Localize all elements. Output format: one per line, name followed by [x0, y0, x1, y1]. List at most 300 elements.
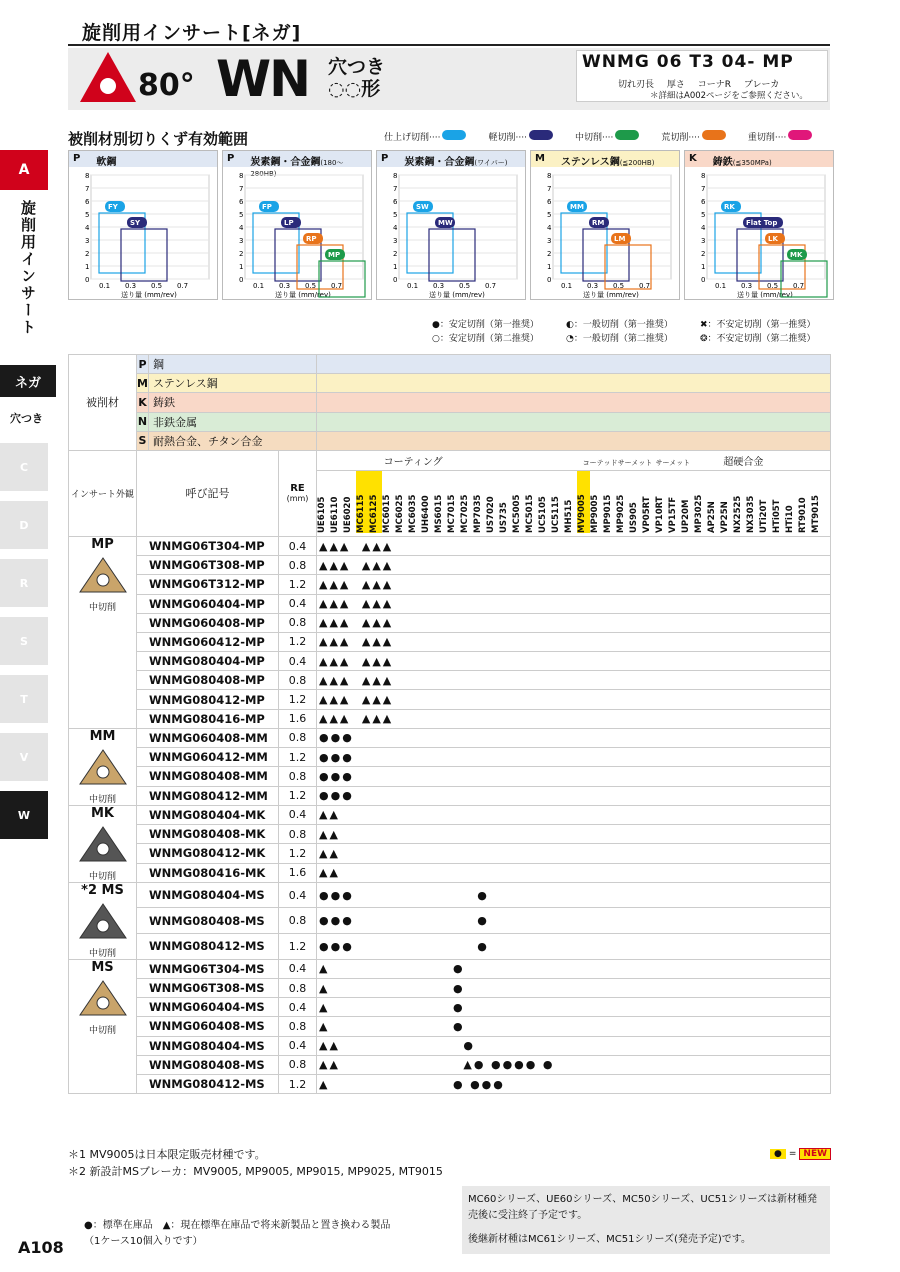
insert-code: WNMG080404-MS [137, 882, 279, 908]
insert-code: WNMG080412-MS [137, 934, 279, 960]
re-unit: (mm) [286, 494, 309, 504]
symbol-key: ❂：不安定切削（第二推奨） [700, 334, 816, 344]
shape-tab-r[interactable]: R [0, 559, 48, 607]
stock-marks: ▲▲▲ ▲▲▲ [317, 575, 831, 594]
svg-text:3: 3 [701, 237, 706, 245]
re-value: 0.8 [279, 767, 317, 786]
svg-text:3: 3 [547, 237, 552, 245]
grade-hti05t: HTi05T [772, 499, 782, 533]
svg-text:6: 6 [393, 198, 398, 206]
grade-mp9015: MP9015 [603, 494, 613, 533]
table-row [69, 632, 831, 651]
insert-code: WNMG060408-MS [137, 1017, 279, 1036]
svg-text:SW: SW [416, 203, 429, 211]
re-value: 0.4 [279, 882, 317, 908]
svg-text:MM: MM [570, 203, 584, 211]
re-value: 1.2 [279, 575, 317, 594]
svg-text:4: 4 [239, 224, 244, 232]
svg-text:0.1: 0.1 [253, 282, 265, 290]
insert-code: WNMG080404-MP [137, 652, 279, 671]
svg-text:RM: RM [592, 219, 605, 227]
svg-text:RK: RK [724, 203, 735, 211]
insert-code: WNMG080412-MS [137, 1074, 279, 1093]
svg-text:0.5: 0.5 [151, 282, 163, 290]
angle-label: 80° [138, 68, 195, 103]
stock-marks: ▲▲▲ ▲▲▲ [317, 594, 831, 613]
material-code: M [137, 374, 149, 393]
symbol-legend [432, 318, 840, 346]
triangle-logo-icon [78, 50, 138, 106]
grade-uti20t: UTi20T [759, 499, 769, 533]
re-value: 0.8 [279, 1017, 317, 1036]
svg-text:1: 1 [239, 263, 244, 271]
grade-ue6020: UE6020 [343, 496, 353, 533]
grade-up20m: UP20M [681, 499, 691, 533]
insert-code: WNMG060408-MP [137, 613, 279, 632]
re-value: 0.8 [279, 979, 317, 998]
table-row [69, 613, 831, 632]
grade-uc5105: UC5105 [538, 496, 548, 533]
grade-uc5115: UC5115 [551, 496, 561, 533]
svg-text:0: 0 [701, 276, 706, 284]
svg-text:5: 5 [547, 211, 552, 219]
legend-item: 中切削···· [575, 130, 639, 143]
grade-ms6015: MS6015 [434, 494, 444, 533]
grade-nx3035: NX3035 [746, 495, 756, 533]
grade-table [68, 354, 831, 1094]
stock-marks: ●●● ● [317, 934, 831, 960]
insert-photo-icon [78, 748, 128, 788]
svg-text:2: 2 [393, 250, 398, 258]
grade-vp25n: VP25N [720, 501, 730, 533]
svg-text:5: 5 [393, 211, 398, 219]
category-header: コーティング コーテッドサーメット サーメット 超硬合金 [317, 450, 831, 470]
table-row [69, 575, 831, 594]
grade-hti10: HTi10 [785, 505, 795, 533]
re-value: 0.4 [279, 998, 317, 1017]
grade-mc5005: MC5005 [512, 494, 522, 533]
page-number: A108 [18, 1238, 64, 1257]
svg-text:5: 5 [85, 211, 90, 219]
grade-mp9025: MP9025 [616, 494, 626, 533]
svg-text:1: 1 [85, 263, 90, 271]
shape-tab-t[interactable]: T [0, 675, 48, 723]
insert-code: WNMG080408-MS [137, 908, 279, 934]
svg-text:3: 3 [393, 237, 398, 245]
svg-text:7: 7 [547, 185, 552, 193]
code-parts: 切れ刃長 厚さ コーナR ブレーカ [618, 80, 780, 90]
breaker-cell: *2 MS 中切削 [69, 882, 137, 959]
chip-chart-2: P 炭素鋼・合金鋼(ワイパー) 0 1 2 3 4 5 6 7 8 0.1 0.3 0.5 0.7 送り量 (mm/rev) SW MW [376, 150, 526, 300]
insert-code: WNMG080412-MM [137, 786, 279, 805]
tab-nega[interactable]: ネガ [0, 365, 56, 397]
svg-text:0: 0 [547, 276, 552, 284]
re-value: 1.2 [279, 934, 317, 960]
stock-marks: ▲▲ [317, 805, 831, 824]
re-value: 1.2 [279, 748, 317, 767]
new-legend: ● = NEW [770, 1148, 831, 1160]
svg-text:2: 2 [701, 250, 706, 258]
material-code: N [137, 412, 149, 431]
stock-legend: ●：標準在庫品 ▲：現在標準在庫品で将来新製品と置き換わる製品 （1ケース10個入りです） [84, 1220, 391, 1247]
series-label: WN [216, 50, 309, 108]
grade-header-row [317, 470, 831, 536]
insert-code: WNMG06T312-MP [137, 575, 279, 594]
legend-item: 重切削···· [748, 130, 812, 143]
svg-text:6: 6 [547, 198, 552, 206]
material-name: 非鉄金属 [149, 412, 317, 431]
symbol-key: ●：安定切削（第一推奨） [432, 320, 539, 330]
table-row [69, 979, 831, 998]
stock-marks: ▲▲▲ ▲▲▲ [317, 652, 831, 671]
insert-code: WNMG06T304-MP [137, 536, 279, 555]
insert-photo-icon [78, 825, 128, 865]
table-row [69, 1055, 831, 1074]
grade-mp7035: MP7035 [473, 494, 483, 533]
svg-text:1: 1 [393, 263, 398, 271]
grade-vp15tf: VP15TF [668, 496, 678, 533]
shape-tab-v[interactable]: V [0, 733, 48, 781]
svg-text:8: 8 [701, 172, 706, 180]
svg-text:0.1: 0.1 [561, 282, 573, 290]
svg-text:6: 6 [85, 198, 90, 206]
insert-code: WNMG080416-MP [137, 709, 279, 728]
table-row [69, 767, 831, 786]
grade-vp10rt: VP10RT [655, 496, 665, 533]
material-label: 被削材 [69, 355, 137, 451]
svg-text:6: 6 [701, 198, 706, 206]
svg-text:4: 4 [393, 224, 398, 232]
grade-us7020: US7020 [486, 496, 496, 533]
stock-marks: ▲▲ [317, 825, 831, 844]
material-name: 鋳鉄 [149, 393, 317, 412]
stock-marks: ▲ ● [317, 979, 831, 998]
stock-marks: ▲▲▲ ▲▲▲ [317, 556, 831, 575]
svg-text:SY: SY [130, 219, 141, 227]
title-rule [68, 44, 830, 46]
svg-text:7: 7 [393, 185, 398, 193]
legend-item: 軽切削···· [488, 130, 552, 143]
re-label: RE [290, 483, 305, 495]
re-value: 0.8 [279, 1055, 317, 1074]
grade-ue6105: UE6105 [317, 496, 327, 533]
insert-code: WNMG060404-MP [137, 594, 279, 613]
svg-text:0.1: 0.1 [715, 282, 727, 290]
grade-ap25n: AP25N [707, 501, 717, 533]
re-value: 0.8 [279, 671, 317, 690]
chip-chart-1: P 炭素鋼・合金鋼(180～280HB) 0 1 2 3 4 5 6 7 8 0.1 0.3 0.5 0.7 送り量 (mm/rev) FP LP RP MP [222, 150, 372, 300]
svg-text:MW: MW [438, 219, 453, 227]
grade-mv9005: MV9005 [577, 471, 590, 533]
grade-mc6025: MC6025 [395, 494, 405, 533]
svg-text:MP: MP [328, 251, 341, 259]
table-row [69, 690, 831, 709]
table-row [69, 728, 831, 747]
svg-text:0.3: 0.3 [433, 282, 445, 290]
stock-marks: ●●● [317, 748, 831, 767]
symbol-key: ○：安定切削（第二推奨） [432, 334, 539, 344]
grade-mp3025: MP3025 [694, 494, 704, 533]
re-value: 1.2 [279, 844, 317, 863]
re-value: 0.8 [279, 556, 317, 575]
insert-code: WNMG060412-MM [137, 748, 279, 767]
re-value: 1.2 [279, 1074, 317, 1093]
table-row [69, 805, 831, 824]
grade-uh6400: UH6400 [421, 495, 431, 533]
svg-text:2: 2 [85, 250, 90, 258]
svg-text:7: 7 [85, 185, 90, 193]
stock-marks: ▲ ● [317, 959, 831, 978]
code-note: ＊詳細はA002ページをご参照ください。 [650, 91, 808, 101]
table-row [69, 786, 831, 805]
re-value: 0.8 [279, 908, 317, 934]
svg-text:Flat Top: Flat Top [746, 219, 778, 227]
insert-code: WNMG080404-MK [137, 805, 279, 824]
table-row [69, 863, 831, 882]
svg-text:0.7: 0.7 [177, 282, 189, 290]
svg-text:0: 0 [239, 276, 244, 284]
footnotes: ＊1 MV9005は日本限定販売材種です。 ＊2 新設計MSブレーカ：MV9005, MP9005, MP9015, MP9025, MT9015 [68, 1148, 443, 1178]
table-row [69, 536, 831, 555]
insert-code: WNMG06T304-MS [137, 959, 279, 978]
breaker-cell: MP 中切削 [69, 536, 137, 728]
shape-tab-c[interactable]: C [0, 443, 48, 491]
insert-code: WNMG080404-MS [137, 1036, 279, 1055]
insert-photo-icon [78, 556, 128, 596]
table-row [69, 1074, 831, 1093]
svg-text:0: 0 [85, 276, 90, 284]
insert-code: WNMG080416-MK [137, 863, 279, 882]
shape-tab-w[interactable]: W [0, 791, 48, 839]
svg-text:1: 1 [547, 263, 552, 271]
svg-text:送り量 (mm/rev): 送り量 (mm/rev) [429, 291, 485, 299]
re-value: 1.2 [279, 632, 317, 651]
stock-marks: ▲▲▲ ▲▲▲ [317, 690, 831, 709]
svg-text:7: 7 [239, 185, 244, 193]
symbol-key: ✖：不安定切削（第一推奨） [700, 320, 816, 330]
sidebar-vertical-label: 旋削用インサート [19, 200, 37, 336]
svg-text:4: 4 [547, 224, 552, 232]
stock-marks: ▲ ● ●●● [317, 1074, 831, 1093]
table-row [69, 882, 831, 908]
insert-code: WNMG060404-MS [137, 998, 279, 1017]
insert-code: WNMG080412-MP [137, 690, 279, 709]
stock-marks: ▲▲▲ ▲▲▲ [317, 536, 831, 555]
re-value: 0.4 [279, 959, 317, 978]
insert-code: WNMG080408-MM [137, 767, 279, 786]
chip-chart-0: P 軟鋼 0 1 2 3 4 5 6 7 8 0.1 0.3 0.5 0.7 送り量 (mm/rev) FY SY [68, 150, 218, 300]
svg-text:0.7: 0.7 [793, 282, 805, 290]
svg-text:0.7: 0.7 [485, 282, 497, 290]
svg-text:0.7: 0.7 [331, 282, 343, 290]
re-value: 1.2 [279, 786, 317, 805]
svg-text:0.5: 0.5 [613, 282, 625, 290]
stock-marks: ●●● [317, 767, 831, 786]
grade-ue6110: UE6110 [330, 496, 340, 533]
svg-text:LM: LM [614, 235, 626, 243]
re-value: 1.6 [279, 863, 317, 882]
re-value: 0.4 [279, 652, 317, 671]
table-row [69, 959, 831, 978]
re-value: 0.8 [279, 728, 317, 747]
legend-item: 荒切削···· [661, 130, 725, 143]
insert-code: WNMG080408-MP [137, 671, 279, 690]
grade-mc7025: MC7025 [460, 494, 470, 533]
svg-text:0.5: 0.5 [305, 282, 317, 290]
series-sub: 穴つき ◌◌形 [328, 56, 386, 100]
svg-text:0: 0 [393, 276, 398, 284]
table-row [69, 934, 831, 960]
legend [384, 130, 834, 143]
stock-marks: ▲▲▲ ▲▲▲ [317, 613, 831, 632]
table-row [69, 998, 831, 1017]
re-value: 0.8 [279, 613, 317, 632]
table-row [69, 844, 831, 863]
svg-text:8: 8 [239, 172, 244, 180]
breaker-cell: MS 中切削 [69, 959, 137, 1093]
re-value: 0.8 [279, 825, 317, 844]
grade-mh515: MH515 [564, 499, 574, 533]
svg-text:8: 8 [85, 172, 90, 180]
grade-vp05rt: VP05RT [642, 496, 652, 533]
svg-text:0.1: 0.1 [407, 282, 419, 290]
svg-text:1: 1 [701, 263, 706, 271]
material-name: 耐熱合金、チタン合金 [149, 431, 317, 450]
tab-ana[interactable]: 穴つき [10, 412, 43, 425]
svg-text:0.1: 0.1 [99, 282, 111, 290]
svg-text:RP: RP [306, 235, 317, 243]
insert-code: WNMG060408-MM [137, 728, 279, 747]
grade-mc6035: MC6035 [408, 494, 418, 533]
stock-marks: ●●● ● [317, 882, 831, 908]
table-row [69, 652, 831, 671]
re-value: 1.2 [279, 690, 317, 709]
svg-text:2: 2 [239, 250, 244, 258]
svg-text:0.3: 0.3 [279, 282, 291, 290]
table-row [69, 556, 831, 575]
note-box: MC60シリーズ、UE60シリーズ、MC50シリーズ、UC51シリーズは新材種発売後に受注終了予定です。 後継新材種はMC61シリーズ、MC51シリーズ(発売予定)です。 [462, 1186, 830, 1254]
chip-chart-4: K 鋳鉄(≦350MPa) 0 1 2 3 4 5 6 7 8 0.1 0.3 0.5 0.7 送り量 (mm/rev) RK Flat Top LK MK [684, 150, 834, 300]
stock-marks: ▲▲ ▲● ●●●● ● [317, 1055, 831, 1074]
table-row [69, 671, 831, 690]
insert-code: WNMG080408-MK [137, 825, 279, 844]
appearance-label: インサート外観 [69, 450, 137, 536]
stock-marks: ▲▲ ● [317, 1036, 831, 1055]
svg-text:7: 7 [701, 185, 706, 193]
re-value: 0.4 [279, 805, 317, 824]
grade-us905: US905 [629, 502, 639, 533]
material-code: P [137, 355, 149, 374]
tab-a[interactable]: A [0, 150, 48, 190]
table-row [69, 1017, 831, 1036]
stock-marks: ▲▲ [317, 863, 831, 882]
stock-marks: ▲▲▲ ▲▲▲ [317, 632, 831, 651]
table-row [69, 748, 831, 767]
re-value: 1.6 [279, 709, 317, 728]
symbol-key: ◔：一般切削（第二推奨） [566, 334, 673, 344]
table-row [69, 709, 831, 728]
svg-text:8: 8 [393, 172, 398, 180]
insert-code: WNMG080408-MS [137, 1055, 279, 1074]
grade-nx2525: NX2525 [733, 495, 743, 533]
breaker-cell: MM 中切削 [69, 728, 137, 805]
svg-text:MK: MK [790, 251, 803, 259]
stock-marks: ▲▲▲ ▲▲▲ [317, 671, 831, 690]
grade-rt9010: RT9010 [798, 497, 808, 533]
table-row [69, 594, 831, 613]
svg-text:0.5: 0.5 [459, 282, 471, 290]
svg-text:3: 3 [85, 237, 90, 245]
grade-mp9005: MP9005 [590, 494, 600, 533]
svg-text:送り量 (mm/rev): 送り量 (mm/rev) [275, 291, 331, 299]
grade-mt9015: MT9015 [811, 495, 821, 533]
grade-mc7015: MC7015 [447, 494, 457, 533]
grade-mc5015: MC5015 [525, 494, 535, 533]
table-row [69, 1036, 831, 1055]
grade-us735: US735 [499, 502, 509, 533]
symbol-key: ◐：一般切削（第一推奨） [566, 320, 673, 330]
svg-text:送り量 (mm/rev): 送り量 (mm/rev) [583, 291, 639, 299]
svg-text:5: 5 [701, 211, 706, 219]
stock-marks: ▲ ● [317, 998, 831, 1017]
svg-text:0.7: 0.7 [639, 282, 651, 290]
grade-mc6015: MC6015 [382, 494, 392, 533]
shape-tab-d[interactable]: D [0, 501, 48, 549]
material-code: S [137, 431, 149, 450]
svg-text:送り量 (mm/rev): 送り量 (mm/rev) [737, 291, 793, 299]
svg-text:8: 8 [547, 172, 552, 180]
svg-text:FP: FP [262, 203, 272, 211]
stock-marks: ▲ ● [317, 1017, 831, 1036]
re-value: 0.4 [279, 594, 317, 613]
svg-text:6: 6 [239, 198, 244, 206]
svg-text:5: 5 [239, 211, 244, 219]
shape-tab-s[interactable]: S [0, 617, 48, 665]
legend-item: 仕上げ切削···· [384, 130, 466, 143]
insert-photo-icon [78, 979, 128, 1019]
section-title: 被削材別切りくず有効範囲 [68, 130, 249, 148]
svg-text:FY: FY [108, 203, 118, 211]
material-name: 鋼 [149, 355, 317, 374]
stock-marks: ●●● [317, 786, 831, 805]
insert-code: WNMG06T308-MP [137, 556, 279, 575]
svg-text:送り量 (mm/rev): 送り量 (mm/rev) [121, 291, 177, 299]
breaker-cell: MK 中切削 [69, 805, 137, 882]
code-example: WNMG 06 T3 04- MP [582, 52, 794, 72]
stock-marks: ●●● ● [317, 908, 831, 934]
svg-text:0.3: 0.3 [741, 282, 753, 290]
page-title: 旋削用インサート[ネガ] [82, 22, 302, 44]
material-name: ステンレス鋼 [149, 374, 317, 393]
insert-photo-icon [78, 902, 128, 942]
chip-chart-3: M ステンレス鋼(≦200HB) 0 1 2 3 4 5 6 7 8 0.1 0.3 0.5 0.7 送り量 (mm/rev) MM RM LM [530, 150, 680, 300]
stock-marks: ●●● [317, 728, 831, 747]
svg-text:4: 4 [85, 224, 90, 232]
svg-text:LP: LP [284, 219, 294, 227]
insert-code: WNMG060412-MP [137, 632, 279, 651]
svg-text:2: 2 [547, 250, 552, 258]
table-row [69, 825, 831, 844]
svg-text:4: 4 [701, 224, 706, 232]
material-code: K [137, 393, 149, 412]
svg-text:0.5: 0.5 [767, 282, 779, 290]
re-value: 0.4 [279, 1036, 317, 1055]
table-row [69, 908, 831, 934]
code-label: 呼び記号 [137, 450, 279, 536]
stock-marks: ▲▲ [317, 844, 831, 863]
insert-code: WNMG080412-MK [137, 844, 279, 863]
insert-code: WNMG06T308-MS [137, 979, 279, 998]
